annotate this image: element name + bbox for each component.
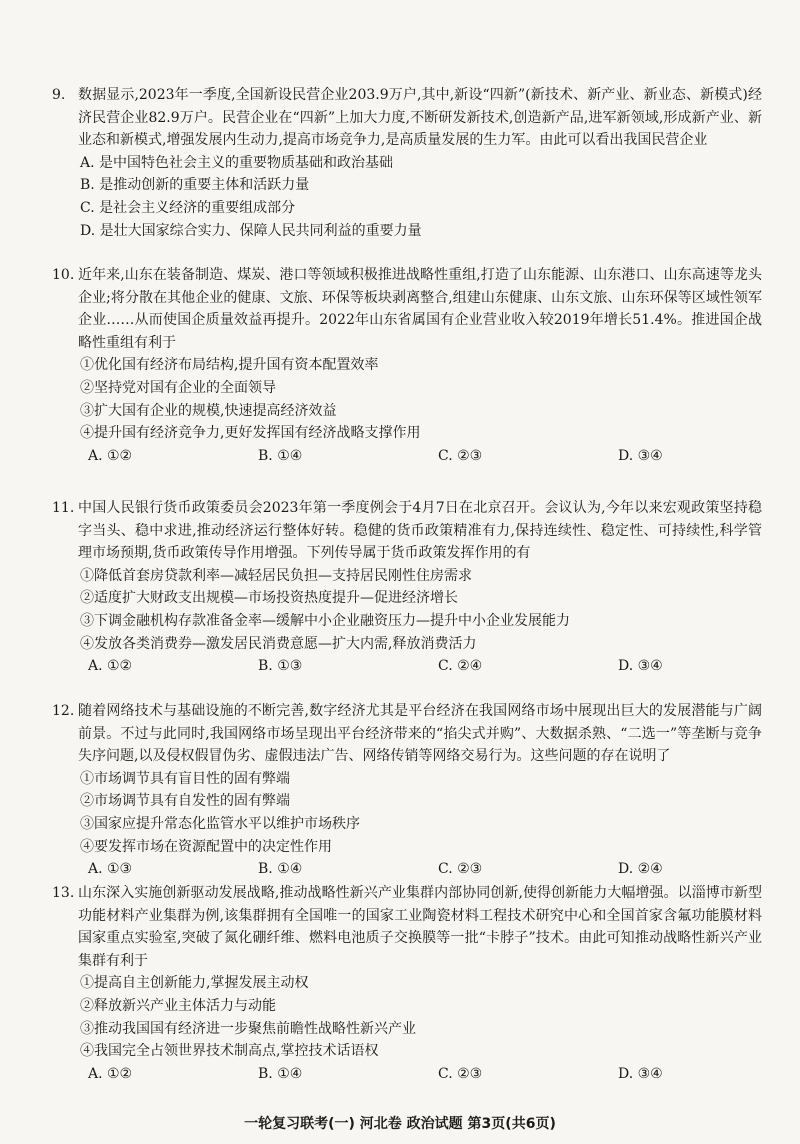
choice-d: D. ③④ (618, 447, 663, 464)
question-number: 9. (52, 87, 66, 103)
option-d: D. 是壮大国家综合实力、保障人民共同利益的重要力量 (80, 222, 422, 239)
statement-1: ①提高自主创新能力,掌握发展主动权 (80, 975, 309, 992)
choice-a: A. ①② (88, 447, 133, 464)
choice-d: D. ③④ (618, 1065, 663, 1082)
answer-choices (52, 858, 762, 881)
question-11 (52, 497, 762, 678)
statement-4: ④发放各类消费券—激发居民消费意愿—扩大内需,释放消费活力 (80, 635, 477, 652)
question-13 (52, 882, 762, 1085)
choice-a: A. ①③ (88, 861, 133, 878)
statement-3: ③推动我国国有经济进一步聚焦前瞻性战略性新兴产业 (80, 1020, 416, 1037)
answer-choices (52, 1063, 762, 1086)
question-number: 12. (52, 703, 75, 719)
question-10 (52, 264, 762, 467)
question-number: 10. (52, 267, 75, 283)
statement-2: ②坚持党对国有企业的全面领导 (80, 379, 276, 396)
question-stem (52, 497, 762, 565)
question-stem (52, 264, 762, 354)
option-c: C. 是社会主义经济的重要组成部分 (80, 199, 296, 216)
choice-b: B. ①④ (258, 1065, 303, 1082)
statement-3: ③扩大国有企业的规模,快速提高经济效益 (80, 402, 337, 419)
option-a: A. 是中国特色社会主义的重要物质基础和政治基础 (80, 154, 394, 171)
question-text: 数据显示,2023年一季度,全国新设民营企业203.9万户,其中,新设“四新”(新技术、新产业、新业态、新模式)经济民营企业82.9万户。民营企业在“四新”上加大力度,不断研发新技术,创造新产品,进军新领域,形成新产业、新业态和新模式,增强发展内生动力,提高市场竞争力,是高质量发展的生力军。由此可以看出我国民营企业 (78, 87, 762, 149)
question-number: 11. (52, 500, 75, 516)
answer-choices (52, 655, 762, 678)
choice-a: A. ①② (88, 658, 133, 675)
question-stem (52, 882, 762, 972)
page-footer: 一轮复习联考(一) 河北卷 政治试题 第3页(共6页) (244, 1116, 556, 1132)
choice-b: B. ①④ (258, 861, 303, 878)
question-stem (52, 700, 762, 768)
choice-c: C. ②③ (438, 447, 483, 464)
question-text: 随着网络技术与基础设施的不断完善,数字经济尤其是平台经济在我国网络市场中展现出巨大的发展潜能与广阔前景。不过与此同时,我国网络市场呈现出平台经济带来的“掐尖式并购”、大数据杀熟、“二选一”等垄断与竞争失序问题,以及侵权假冒伪劣、虚假违法广告、网络传销等网络交易行为。这些问题的存在说明了 (78, 703, 762, 765)
statement-3: ③下调金融机构存款准备金率—缓解中小企业融资压力—提升中小企业发展能力 (80, 612, 570, 629)
question-12 (52, 700, 762, 881)
question-text: 近年来,山东在装备制造、煤炭、港口等领域积极推进战略性重组,打造了山东能源、山东港口、山东高速等龙头企业;将分散在其他企业的健康、文旅、环保等板块剥离整合,组建山东健康、山东文旅、山东环保等区域性领军企业……从而使国企质量效益再提升。2022年山东省属国有企业营业收入较2019年增长51.4%。推进国企战略性重组有利于 (78, 267, 762, 351)
statement-4: ④提升国有经济竞争力,更好发挥国有经济战略支撑作用 (80, 425, 421, 442)
statement-4: ④要发挥市场在资源配置中的决定性作用 (80, 838, 332, 855)
choice-c: C. ②④ (438, 658, 483, 675)
statement-4: ④我国完全占领世界技术制高点,掌控技术话语权 (80, 1043, 379, 1060)
choice-d: D. ②④ (618, 861, 663, 878)
statement-2: ②释放新兴产业主体活力与动能 (80, 997, 276, 1014)
question-text: 中国人民银行货币政策委员会2023年第一季度例会于4月7日在北京召开。会议认为,今年以来宏观政策坚持稳字当头、稳中求进,推动经济运行整体好转。稳健的货币政策精准有力,保持连续性、稳定性、可持续性,科学管理市场预期,货币政策传导作用增强。下列传导属于货币政策发挥作用的有 (78, 500, 762, 562)
question-9 (52, 84, 762, 242)
choice-b: B. ①③ (258, 658, 303, 675)
choice-d: D. ③④ (618, 658, 663, 675)
choice-a: A. ①② (88, 1065, 133, 1082)
answer-choices (52, 445, 762, 468)
choice-b: B. ①④ (258, 447, 303, 464)
question-text: 山东深入实施创新驱动发展战略,推动战略性新兴产业集群内部协同创新,使得创新能力大幅增强。以淄博市新型功能材料产业集群为例,该集群拥有全国唯一的国家工业陶瓷材料工程技术研究中心和全国首家含氟功能膜材料国家重点实验室,突破了氮化硼纤维、燃料电池质子交换膜等一批“卡脖子”技术。由此可知推动战略性新兴产业集群有利于 (78, 885, 762, 969)
choice-c: C. ②③ (438, 861, 483, 878)
statement-2: ②适度扩大财政支出规模—市场投资热度提升—促进经济增长 (80, 590, 458, 607)
statement-3: ③国家应提升常态化监管水平以维护市场秩序 (80, 815, 360, 832)
statement-1: ①市场调节具有盲目性的固有弊端 (80, 770, 290, 787)
question-stem (52, 84, 762, 152)
option-b: B. 是推动创新的重要主体和活跃力量 (80, 177, 310, 194)
statement-1: ①降低首套房贷款利率—减轻居民负担—支持居民刚性住房需求 (80, 567, 472, 584)
question-number: 13. (52, 885, 75, 901)
statement-2: ②市场调节具有自发性的固有弊端 (80, 793, 290, 810)
statement-1: ①优化国有经济布局结构,提升国有资本配置效率 (80, 357, 379, 374)
choice-c: C. ②③ (438, 1065, 483, 1082)
